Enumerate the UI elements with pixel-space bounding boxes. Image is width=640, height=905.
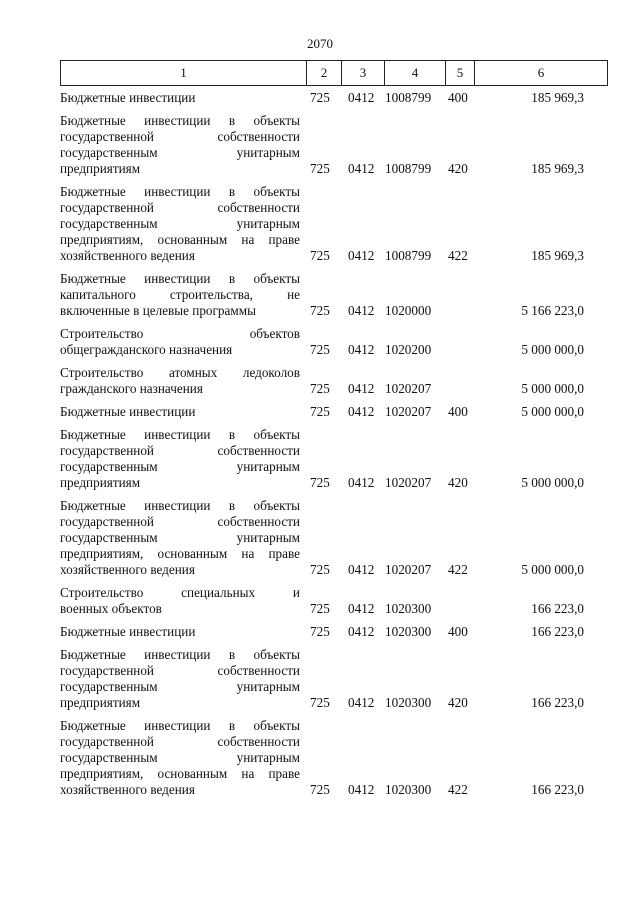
target-code: 1020207 (385, 475, 432, 490)
row-codes (60, 90, 608, 106)
row-codes (60, 342, 608, 358)
section-code: 0412 (348, 248, 375, 263)
description-line: Бюджетные инвестиции в объекты (60, 647, 300, 662)
description-line: предприятиям (60, 475, 141, 490)
section-code: 0412 (348, 562, 375, 577)
expense-type-code: 422 (448, 248, 468, 263)
section-code: 0412 (348, 404, 375, 419)
section-code: 0412 (348, 624, 375, 639)
table-row (60, 427, 608, 491)
description-line: предприятиям, основанным на праве (60, 232, 300, 247)
section-code: 0412 (348, 695, 375, 710)
description-line: Бюджетные инвестиции в объекты (60, 113, 300, 128)
table-row (60, 90, 608, 106)
row-codes (60, 782, 608, 798)
description-line: государственным унитарным (60, 530, 300, 545)
table-row (60, 647, 608, 711)
table-row (60, 113, 608, 177)
target-code: 1020300 (385, 624, 432, 639)
header-col-4: 4 (385, 61, 446, 85)
description-line: хозяйственного ведения (60, 782, 195, 797)
description-line: Строительство объектов (60, 326, 300, 341)
row-codes (60, 562, 608, 578)
table-row (60, 404, 608, 420)
amount: 166 223,0 (531, 624, 584, 639)
table-row (60, 498, 608, 578)
section-code: 0412 (348, 90, 375, 105)
description-line: хозяйственного ведения (60, 562, 195, 577)
table-row (60, 365, 608, 397)
ministry-code: 725 (310, 248, 330, 263)
ministry-code: 725 (310, 562, 330, 577)
ministry-code: 725 (310, 404, 330, 419)
description-line: государственной собственности (60, 734, 300, 749)
header-col-5: 5 (446, 61, 475, 85)
ministry-code: 725 (310, 303, 330, 318)
description-line: капитального строительства, не (60, 287, 300, 302)
expense-type-code: 422 (448, 782, 468, 797)
target-code: 1008799 (385, 161, 432, 176)
ministry-code: 725 (310, 90, 330, 105)
header-col-2: 2 (307, 61, 342, 85)
target-code: 1020300 (385, 782, 432, 797)
description-line: военных объектов (60, 601, 162, 616)
target-code: 1020207 (385, 562, 432, 577)
table-row (60, 624, 608, 640)
amount: 5 000 000,0 (521, 404, 584, 419)
row-codes (60, 601, 608, 617)
amount: 5 166 223,0 (521, 303, 584, 318)
row-codes (60, 695, 608, 711)
target-code: 1020200 (385, 342, 432, 357)
expense-type-code: 422 (448, 562, 468, 577)
amount: 185 969,3 (531, 161, 584, 176)
header-col-1: 1 (61, 61, 307, 85)
description-line: государственным унитарным (60, 216, 300, 231)
section-code: 0412 (348, 161, 375, 176)
description-line: государственной собственности (60, 663, 300, 678)
header-col-6: 6 (537, 65, 545, 80)
row-codes (60, 381, 608, 397)
page-number: 2070 (307, 36, 333, 51)
amount: 5 000 000,0 (521, 381, 584, 396)
description-line: гражданского назначения (60, 381, 203, 396)
table-row (60, 585, 608, 617)
row-codes (60, 248, 608, 264)
header-col-3: 3 (342, 61, 385, 85)
description-line: предприятиям, основанным на праве (60, 546, 300, 561)
description-line: государственной собственности (60, 129, 300, 144)
target-code: 1020300 (385, 601, 432, 616)
ministry-code: 725 (310, 695, 330, 710)
expense-type-code: 420 (448, 161, 468, 176)
table-row (60, 271, 608, 319)
description-line: Бюджетные инвестиции в объекты (60, 271, 300, 286)
description-line: Строительство атомных ледоколов (60, 365, 300, 380)
section-code: 0412 (348, 475, 375, 490)
amount: 5 000 000,0 (521, 562, 584, 577)
description-line: Бюджетные инвестиции (60, 404, 196, 419)
description-line: государственным унитарным (60, 145, 300, 160)
ministry-code: 725 (310, 624, 330, 639)
description-line: предприятиям (60, 695, 141, 710)
amount: 5 000 000,0 (521, 342, 584, 357)
row-codes (60, 161, 608, 177)
target-code: 1020300 (385, 695, 432, 710)
table-row (60, 326, 608, 358)
ministry-code: 725 (310, 342, 330, 357)
description-line: государственной собственности (60, 514, 300, 529)
row-codes (60, 404, 608, 420)
description-line: хозяйственного ведения (60, 248, 195, 263)
amount: 185 969,3 (531, 248, 584, 263)
description-line: Бюджетные инвестиции (60, 624, 196, 639)
description-line: предприятиям, основанным на праве (60, 766, 300, 781)
description-line: Бюджетные инвестиции в объекты (60, 718, 300, 733)
expense-type-code: 400 (448, 624, 468, 639)
ministry-code: 725 (310, 475, 330, 490)
ministry-code: 725 (310, 381, 330, 396)
table-row (60, 718, 608, 798)
description-line: Бюджетные инвестиции в объекты (60, 498, 300, 513)
row-codes (60, 475, 608, 491)
amount: 5 000 000,0 (521, 475, 584, 490)
amount: 166 223,0 (531, 782, 584, 797)
description-line: государственной собственности (60, 200, 300, 215)
description-line: государственной собственности (60, 443, 300, 458)
ministry-code: 725 (310, 161, 330, 176)
description-line: Бюджетные инвестиции в объекты (60, 184, 300, 199)
description-line: государственным унитарным (60, 459, 300, 474)
description-line: государственным унитарным (60, 679, 300, 694)
description-line: Строительство специальных и (60, 585, 300, 600)
amount: 166 223,0 (531, 601, 584, 616)
amount: 166 223,0 (531, 695, 584, 710)
row-codes (60, 303, 608, 319)
table-row (60, 184, 608, 264)
section-code: 0412 (348, 601, 375, 616)
row-codes (60, 624, 608, 640)
description-line: предприятиям (60, 161, 141, 176)
table-body (60, 90, 608, 805)
section-code: 0412 (348, 303, 375, 318)
target-code: 1008799 (385, 90, 432, 105)
ministry-code: 725 (310, 601, 330, 616)
section-code: 0412 (348, 782, 375, 797)
ministry-code: 725 (310, 782, 330, 797)
section-code: 0412 (348, 342, 375, 357)
target-code: 1020207 (385, 404, 432, 419)
expense-type-code: 400 (448, 404, 468, 419)
target-code: 1020000 (385, 303, 432, 318)
description-line: Бюджетные инвестиции в объекты (60, 427, 300, 442)
description-line: включенные в целевые программы (60, 303, 256, 318)
description-line: общегражданского назначения (60, 342, 233, 357)
target-code: 1020207 (385, 381, 432, 396)
expense-type-code: 420 (448, 695, 468, 710)
amount: 185 969,3 (531, 90, 584, 105)
section-code: 0412 (348, 381, 375, 396)
table-header (60, 60, 608, 86)
expense-type-code: 420 (448, 475, 468, 490)
description-line: Бюджетные инвестиции (60, 90, 196, 105)
description-line: государственным унитарным (60, 750, 300, 765)
expense-type-code: 400 (448, 90, 468, 105)
target-code: 1008799 (385, 248, 432, 263)
